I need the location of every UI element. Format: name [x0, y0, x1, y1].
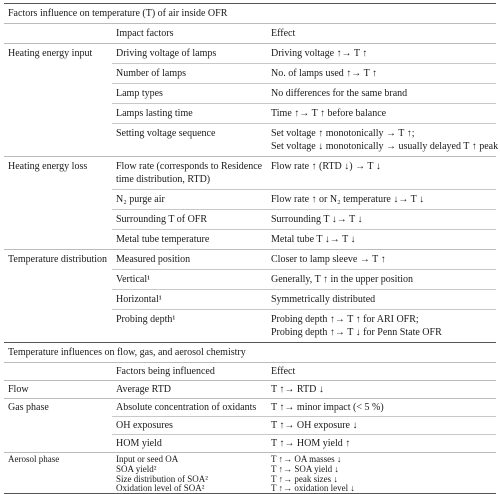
group-flow: Flow [8, 384, 29, 395]
effect-cell: No. of lamps used ↑→ T ↑ [271, 68, 378, 79]
effect-cell: T ↑→ OH exposure ↓ [271, 420, 358, 431]
effect-cell: Metal tube T ↓→ T ↓ [271, 234, 356, 245]
effect-cell: Probing depth ↑→ T ↑ for ARI OFR; [271, 314, 419, 325]
rule [4, 342, 496, 343]
effect-cell-line2: Probing depth ↑→ T ↓ for Penn State OFR [271, 327, 442, 338]
effect-cell: Flow rate ↑ or N₂ temperature ↓→ T ↓ [271, 194, 425, 205]
factor-cell: Vertical¹ [116, 274, 151, 285]
rule [112, 229, 496, 230]
effect-cell: Symmetrically distributed [271, 294, 376, 305]
effect-cell: T ↑→ RTD ↓ [271, 384, 324, 395]
rule [112, 289, 496, 290]
factor-cell: Horizontal¹ [116, 294, 162, 305]
rule [4, 398, 496, 399]
effect-cell: T ↑→ minor impact (< 5 %) [271, 402, 384, 413]
rule [112, 209, 496, 210]
group-heating-energy-input: Heating energy input [8, 48, 93, 59]
header-factors-influenced: Factors being influenced [116, 366, 215, 377]
factor-cell: Lamps lasting time [116, 108, 193, 119]
factor-cell: Absolute concentration of oxidants [116, 402, 257, 413]
group-gas-phase: Gas phase [8, 402, 49, 413]
factor-cell: OH exposures [116, 420, 173, 431]
effect-cell: T ↑→ SOA yield ↓ [271, 464, 339, 474]
factor-cell: Lamp types [116, 88, 163, 99]
rule [4, 362, 496, 363]
effect-cell: T ↑→ peak sizes ↓ [271, 474, 338, 484]
factor-cell-line2: time distribution, RTD) [116, 174, 211, 185]
rule [112, 103, 496, 104]
rule [4, 249, 496, 250]
factor-cell: Setting voltage sequence [116, 128, 216, 139]
group-heating-energy-loss: Heating energy loss [8, 161, 88, 172]
factor-cell: Size distribution of SOA² [116, 474, 208, 484]
effect-cell: T ↑→ OA masses ↓ [271, 454, 342, 464]
factor-cell: Average RTD [116, 384, 172, 395]
section2-title: Temperature influences on flow, gas, and aerosol chemistry [8, 347, 246, 358]
section1-title: Factors influence on temperature (T) of air inside OFR [8, 8, 228, 19]
rule [112, 63, 496, 64]
header-impact-factors: Impact factors [116, 28, 174, 39]
factor-cell: HOM yield [116, 438, 162, 449]
factor-cell: N₂ purge air [116, 194, 165, 205]
effect-cell: Set voltage ↑ monotonically → T ↑; [271, 128, 415, 139]
group-temperature-distribution: Temperature distribution [8, 254, 107, 265]
effect-cell: Closer to lamp sleeve → T ↑ [271, 254, 386, 265]
rule [112, 416, 496, 417]
factor-cell: Flow rate (corresponds to Residence [116, 161, 263, 172]
rule [4, 452, 496, 453]
effect-cell: Generally, T ↑ in the upper position [271, 274, 414, 285]
factor-cell: Surrounding T of OFR [116, 214, 208, 225]
factor-cell: Measured position [116, 254, 191, 265]
effect-cell: T ↑→ oxidation level ↓ [271, 483, 355, 493]
rule [4, 156, 496, 157]
factor-cell: Probing depth¹ [116, 314, 176, 325]
factor-cell: Driving voltage of lamps [116, 48, 217, 59]
effect-cell: Flow rate ↑ (RTD ↓) → T ↓ [271, 161, 381, 172]
rule [112, 269, 496, 270]
rule [4, 380, 496, 381]
effect-cell: Surrounding T ↓→ T ↓ [271, 214, 363, 225]
group-aerosol-phase: Aerosol phase [8, 454, 60, 464]
header-effect: Effect [271, 28, 296, 39]
effect-cell: Time ↑→ T ↑ before balance [271, 108, 387, 119]
rule [112, 434, 496, 435]
rule [4, 3, 496, 4]
factor-cell: Number of lamps [116, 68, 186, 79]
factor-cell: SOA yield² [116, 464, 157, 474]
rule [4, 43, 496, 44]
factor-cell: Oxidation level of SOA² [116, 483, 205, 493]
rule [4, 23, 496, 24]
header-effect: Effect [271, 366, 296, 377]
rule [112, 123, 496, 124]
rule [112, 83, 496, 84]
effect-cell-line2: Set voltage ↓ monotonically → usually delayed T ↑ peak [271, 141, 499, 152]
effect-cell: No differences for the same brand [271, 88, 408, 99]
effect-cell: Driving voltage ↑→ T ↑ [271, 48, 368, 59]
effect-cell: T ↑→ HOM yield ↑ [271, 438, 351, 449]
factor-cell: Metal tube temperature [116, 234, 210, 245]
factor-cell: Input or seed OA [116, 454, 179, 464]
rule [112, 309, 496, 310]
rule [112, 189, 496, 190]
